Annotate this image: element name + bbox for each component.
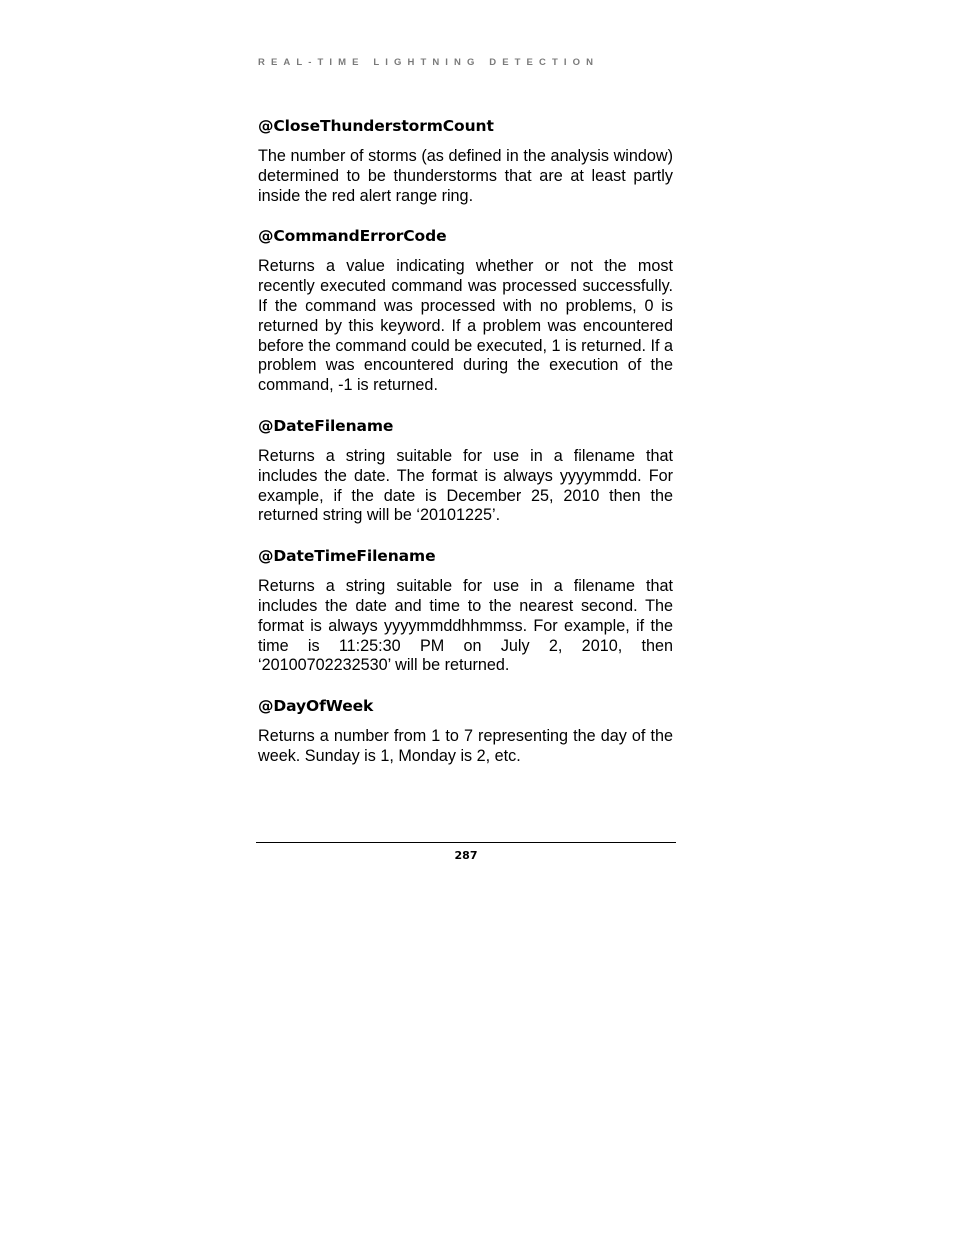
keyword-description: Returns a string suitable for use in a filename that includes the date and time to the nearest second. The format is always yyyymmddhhmmss. For example, if the time is 11:25:30 PM on July 2, 2010, then ‘20100702232530’ will be returned. (258, 577, 673, 675)
page-number: 287 (454, 849, 478, 862)
keyword-heading: @CloseThunderstormCount (258, 117, 494, 135)
keyword-list (258, 116, 673, 787)
keyword-entry-commanderrorcode (258, 226, 673, 396)
keyword-heading: @CommandErrorCode (258, 227, 447, 246)
running-header: REAL-TIME LIGHTNING DETECTION (258, 57, 600, 68)
keyword-heading: @DayOfWeek (258, 697, 374, 716)
keyword-description: The number of storms (as defined in the analysis window) determined to be thunderstorms that are at least partly inside the red alert range ring. (258, 147, 673, 205)
keyword-heading: @DateTimeFilename (258, 547, 436, 566)
keyword-entry-datefilename (258, 416, 673, 526)
keyword-entry-dayofweek (258, 696, 673, 767)
keyword-description: Returns a value indicating whether or not the most recently executed command was processed successfully. If the command was processed with no problems, 0 is returned by this keyword. If a problem was encountered before the command could be executed, 1 is returned. If a problem was encountered during the execution of the command, -1 is returned. (258, 257, 673, 395)
keyword-description: Returns a string suitable for use in a filename that includes the date. The format is always yyyymmdd. For example, if the date is December 25, 2010 then the returned string will be ‘20101225’. (258, 446, 673, 525)
footer-divider (256, 842, 676, 843)
keyword-heading: @DateFilename (258, 416, 394, 435)
keyword-description: Returns a number from 1 to 7 representing the day of the week. Sunday is 1, Monday is 2, etc. (258, 727, 673, 765)
keyword-entry-datetimefilename (258, 546, 673, 676)
keyword-entry-closethunderstormcount (258, 116, 673, 206)
